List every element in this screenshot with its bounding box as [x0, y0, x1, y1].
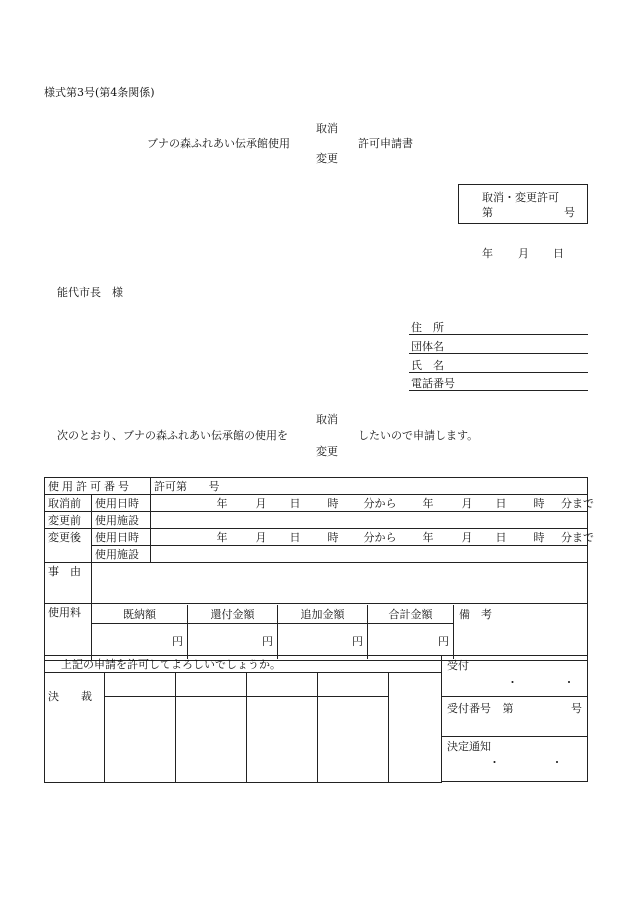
- datetime-unit: 時: [533, 496, 545, 510]
- fee-label: 使用料: [45, 604, 92, 661]
- stamp-head-1[interactable]: [105, 673, 176, 697]
- stamp-box-1[interactable]: [105, 697, 176, 783]
- permit-no-value-cell[interactable]: [151, 478, 588, 495]
- request-cancel: 取消: [316, 413, 338, 426]
- fee-header-paid: 既納額: [92, 605, 188, 623]
- reason-label: 事 由: [45, 563, 92, 604]
- remarks-field[interactable]: [453, 605, 587, 659]
- yen-3: 円: [352, 635, 363, 648]
- received-no-label: 受付番号: [447, 702, 491, 715]
- name-label: 氏 名: [411, 359, 444, 372]
- datetime-unit: 月: [461, 496, 473, 510]
- date-day: 日: [553, 247, 564, 260]
- datetime-unit: 時: [327, 530, 339, 544]
- received-dot-1: ・: [507, 676, 518, 689]
- phone-label: 電話番号: [411, 377, 455, 390]
- datetime-unit: 年: [422, 530, 434, 544]
- received-no-gou: 号: [571, 702, 582, 715]
- fee-grid: [92, 605, 453, 659]
- after-datetime-field[interactable]: [151, 529, 594, 546]
- datetime-unit: 年: [216, 496, 228, 510]
- yen-2: 円: [262, 635, 273, 648]
- title-change: 変更: [316, 152, 338, 165]
- org-label: 団体名: [411, 340, 444, 353]
- notice-label: 決定通知: [447, 740, 491, 753]
- received-dot-2: ・: [563, 676, 575, 689]
- datetime-unit: 日: [289, 496, 301, 510]
- permit-box-gou: 号: [564, 206, 575, 219]
- fee-paid-field[interactable]: [92, 624, 188, 659]
- application-table: [44, 477, 594, 661]
- decision-table: [44, 655, 588, 783]
- datetime-unit: 時: [327, 496, 339, 510]
- address-label: 住 所: [411, 321, 444, 334]
- request-prefix: 次のとおり、ブナの森ふれあい伝承館の使用を: [57, 429, 288, 442]
- yen-4: 円: [438, 635, 449, 648]
- date-month: 月: [518, 247, 529, 260]
- decision-label: 決 裁: [45, 673, 105, 783]
- fee-additional-field[interactable]: [278, 624, 368, 659]
- fee-header-refund: 還付金額: [188, 605, 278, 623]
- stamp-head-2[interactable]: [176, 673, 247, 697]
- received-field[interactable]: [442, 656, 588, 697]
- datetime-unit: 時: [533, 530, 545, 544]
- fee-total-field[interactable]: [368, 624, 453, 659]
- datetime-unit: 分まで: [561, 496, 594, 510]
- datetime-unit: 分から: [363, 530, 397, 544]
- stamp-box-2[interactable]: [176, 697, 247, 783]
- datetime-unit: 月: [255, 496, 267, 510]
- title-prefix: ブナの森ふれあい伝承館使用: [147, 137, 290, 150]
- fee-refund-field[interactable]: [188, 624, 278, 659]
- fee-header-total: 合計金額: [388, 607, 433, 621]
- permit-no-gou: 号: [208, 479, 220, 493]
- received-label: 受付: [447, 659, 469, 672]
- request-change: 変更: [316, 445, 338, 458]
- received-no-field[interactable]: [442, 697, 588, 737]
- title-suffix: 許可申請書: [358, 137, 413, 150]
- request-suffix: したいので申請します。: [358, 429, 479, 442]
- before-label-top: 取消前: [45, 495, 92, 512]
- permit-no-label-cell: [45, 478, 151, 495]
- notice-field[interactable]: [442, 737, 588, 782]
- before-facility-field[interactable]: [151, 512, 588, 529]
- stamp-side[interactable]: [389, 673, 442, 783]
- title-cancel: 取消: [316, 122, 338, 135]
- after-facility-label: 使用施設: [92, 546, 151, 563]
- fee-header-additional: 追加金額: [278, 605, 368, 623]
- before-facility-label: 使用施設: [92, 512, 151, 529]
- after-datetime-label: 使用日時: [92, 529, 151, 546]
- notice-dot-2: ・: [551, 756, 563, 769]
- remarks-label: 備 考: [459, 608, 492, 621]
- date-year: 年: [482, 247, 493, 260]
- permit-no-dai: 許可第: [154, 479, 187, 493]
- after-facility-field[interactable]: [151, 546, 588, 563]
- yen-1: 円: [172, 635, 183, 648]
- before-datetime-label: 使用日時: [92, 495, 151, 512]
- datetime-unit: 分まで: [561, 530, 594, 544]
- permit-box-dai: 第: [482, 206, 493, 219]
- stamp-head-4[interactable]: [318, 673, 389, 697]
- approval-text: 上記の申請を許可してよろしいでしょうか。: [45, 656, 442, 673]
- stamp-head-3[interactable]: [247, 673, 318, 697]
- fee-area: [92, 604, 588, 661]
- after-label: 変更後: [45, 529, 92, 563]
- before-label-bottom: 変更前: [45, 512, 92, 529]
- received-no-dai: 第: [502, 702, 514, 715]
- datetime-unit: 日: [495, 530, 507, 544]
- permit-box-line1: 取消・変更許可: [482, 191, 559, 204]
- stamp-box-4[interactable]: [318, 697, 389, 783]
- datetime-unit: 日: [289, 530, 301, 544]
- notice-dot-1: ・: [489, 756, 500, 769]
- datetime-unit: 年: [422, 496, 434, 510]
- datetime-unit: 年: [216, 530, 228, 544]
- reason-field[interactable]: [92, 563, 588, 604]
- before-datetime-field[interactable]: [151, 495, 594, 512]
- datetime-unit: 月: [461, 530, 473, 544]
- permit-no-label: 使用許可番号: [48, 479, 132, 493]
- datetime-unit: 月: [255, 530, 267, 544]
- datetime-unit: 分から: [363, 496, 397, 510]
- addressee: 能代市長 様: [57, 286, 123, 299]
- form-number: 様式第3号(第4条関係): [44, 86, 155, 99]
- datetime-unit: 日: [495, 496, 507, 510]
- stamp-box-3[interactable]: [247, 697, 318, 783]
